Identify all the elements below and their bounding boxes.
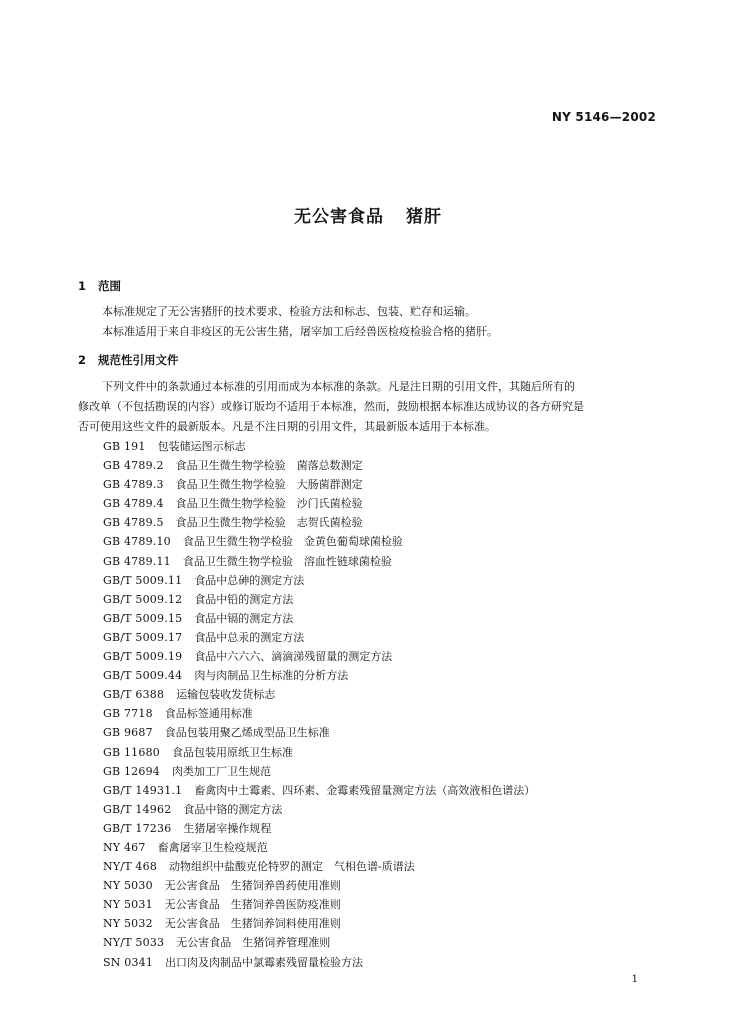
reference-code: SN 0341 xyxy=(103,955,154,969)
reference-item xyxy=(103,819,663,838)
reference-item xyxy=(103,914,663,933)
reference-title: 动物组织中盐酸克伦特罗的测定 气相色谱-质谱法 xyxy=(169,860,415,874)
reference-code: GB/T 5009.17 xyxy=(103,630,183,644)
page-number: 1 xyxy=(631,974,638,985)
title-part-2: 猪肝 xyxy=(406,207,442,227)
reference-code: GB/T 5009.15 xyxy=(103,611,183,625)
reference-title: 食品卫生微生物学检验 志贺氏菌检验 xyxy=(175,516,363,530)
reference-title: 食品卫生微生物学检验 大肠菌群测定 xyxy=(175,478,363,492)
reference-code: GB 4789.10 xyxy=(103,535,171,549)
reference-code: NY 467 xyxy=(103,840,146,854)
reference-title: 肉类加工厂卫生规范 xyxy=(171,764,271,778)
reference-title: 食品标签通用标准 xyxy=(164,707,253,721)
reference-code: GB 4789.11 xyxy=(103,554,171,568)
reference-item xyxy=(103,513,663,532)
reference-item xyxy=(103,590,663,609)
reference-item xyxy=(103,456,663,475)
reference-item xyxy=(103,933,663,952)
reference-title: 食品卫生微生物学检验 沙门氏菌检验 xyxy=(175,497,363,511)
reference-item xyxy=(103,762,663,781)
reference-code: GB 4789.2 xyxy=(103,459,164,473)
reference-item xyxy=(103,494,663,513)
reference-title: 无公害食品 生猪饲养兽药使用准则 xyxy=(164,879,341,893)
section-2-heading xyxy=(78,352,179,368)
paragraph-line: 本标准适用于来自非疫区的无公害生猪，屠宰加工后经兽医检疫检验合格的猪肝。 xyxy=(102,325,498,338)
reference-code: NY/T 468 xyxy=(103,860,158,874)
reference-item xyxy=(103,895,663,914)
reference-title: 生猪屠宰操作规程 xyxy=(183,821,272,835)
reference-item xyxy=(103,552,663,571)
reference-code: GB/T 5009.19 xyxy=(103,650,183,664)
reference-code: GB 7718 xyxy=(103,707,153,721)
reference-title: 出口肉及肉制品中氯霉素残留量检验方法 xyxy=(165,955,364,969)
reference-item xyxy=(103,876,663,895)
reference-code: NY 5032 xyxy=(103,917,153,931)
reference-code: GB/T 17236 xyxy=(103,821,172,835)
reference-title: 畜禽屠宰卫生检疫规范 xyxy=(157,840,268,854)
reference-code: GB/T 6388 xyxy=(103,688,165,702)
section-1-body xyxy=(78,302,658,342)
reference-item xyxy=(103,857,663,876)
reference-code: NY 5030 xyxy=(103,879,153,893)
reference-code: GB 4789.5 xyxy=(103,516,164,530)
reference-title: 食品中铬的测定方法 xyxy=(183,802,283,816)
title-part-1: 无公害食品 xyxy=(294,207,384,227)
reference-title: 食品卫生微生物学检验 溶血性链球菌检验 xyxy=(182,554,392,568)
reference-title: 运输包装收发货标志 xyxy=(176,688,276,702)
section-1-heading xyxy=(78,278,121,294)
reference-code: GB 191 xyxy=(103,440,146,453)
reference-title: 食品中总砷的测定方法 xyxy=(194,573,305,587)
reference-title: 食品中铅的测定方法 xyxy=(194,592,294,606)
reference-code: GB 4789.4 xyxy=(103,497,164,511)
reference-code: GB 9687 xyxy=(103,726,153,740)
reference-item xyxy=(103,800,663,819)
reference-code: GB 12694 xyxy=(103,764,160,778)
reference-item xyxy=(103,628,663,647)
reference-item xyxy=(103,666,663,685)
reference-title: 食品卫生微生物学检验 菌落总数测定 xyxy=(175,459,363,473)
reference-title: 食品中总汞的测定方法 xyxy=(194,630,305,644)
reference-item xyxy=(103,953,663,972)
reference-code: NY/T 5033 xyxy=(103,936,165,950)
section-2-number: 2 xyxy=(78,353,87,367)
reference-title: 食品包装用聚乙烯成型品卫生标准 xyxy=(164,726,330,740)
standard-code: NY 5146—2002 xyxy=(551,110,656,124)
reference-title: 食品包装用原纸卫生标准 xyxy=(171,745,293,759)
paragraph-line: 下列文件中的条款通过本标准的引用而成为本标准的条款。凡是注日期的引用文件，其随后所有的 xyxy=(102,380,575,393)
reference-title: 包装储运图示标志 xyxy=(157,440,246,453)
paragraph-line: 修改单（不包括勘误的内容）或修订版均不适用于本标准，然而，鼓励根据本标准达成协议的各方研究是 xyxy=(78,400,584,413)
reference-item xyxy=(103,723,663,742)
reference-item xyxy=(103,781,663,800)
reference-item xyxy=(103,437,663,456)
section-2-title: 规范性引用文件 xyxy=(98,353,179,367)
reference-item xyxy=(103,475,663,494)
paragraph-line: 本标准规定了无公害猪肝的技术要求、检验方法和标志、包装、贮存和运输。 xyxy=(102,305,476,318)
reference-code: NY 5031 xyxy=(103,898,153,912)
document-title xyxy=(0,202,736,227)
section-2-intro xyxy=(78,377,658,437)
section-1-title: 范围 xyxy=(98,279,121,293)
reference-title: 无公害食品 生猪饲养管理准则 xyxy=(176,936,331,950)
reference-code: GB/T 14931.1 xyxy=(103,783,183,797)
reference-item xyxy=(103,685,663,704)
reference-list xyxy=(103,437,663,972)
reference-title: 食品卫生微生物学检验 金黄色葡萄球菌检验 xyxy=(182,535,403,549)
reference-title: 畜禽肉中土霉素、四环素、金霉素残留量测定方法（高效液相色谱法） xyxy=(194,783,536,797)
reference-code: GB 4789.3 xyxy=(103,478,164,492)
reference-item xyxy=(103,838,663,857)
reference-item xyxy=(103,609,663,628)
section-1-number: 1 xyxy=(78,279,87,293)
reference-item xyxy=(103,704,663,723)
reference-item xyxy=(103,743,663,762)
reference-title: 无公害食品 生猪饲养饲料使用准则 xyxy=(164,917,341,931)
reference-code: GB/T 5009.44 xyxy=(103,669,183,683)
reference-item xyxy=(103,532,663,551)
reference-title: 无公害食品 生猪饲养兽医防疫准则 xyxy=(164,898,341,912)
reference-item xyxy=(103,571,663,590)
reference-title: 肉与肉制品卫生标准的分析方法 xyxy=(194,669,349,683)
reference-code: GB/T 5009.11 xyxy=(103,573,183,587)
reference-item xyxy=(103,647,663,666)
reference-title: 食品中六六六、滴滴涕残留量的测定方法 xyxy=(194,650,393,664)
reference-code: GB 11680 xyxy=(103,745,160,759)
reference-title: 食品中镉的测定方法 xyxy=(194,611,294,625)
paragraph-line: 否可使用这些文件的最新版本。凡是不注日期的引用文件，其最新版本适用于本标准。 xyxy=(78,420,496,433)
reference-code: GB/T 5009.12 xyxy=(103,592,183,606)
reference-code: GB/T 14962 xyxy=(103,802,172,816)
